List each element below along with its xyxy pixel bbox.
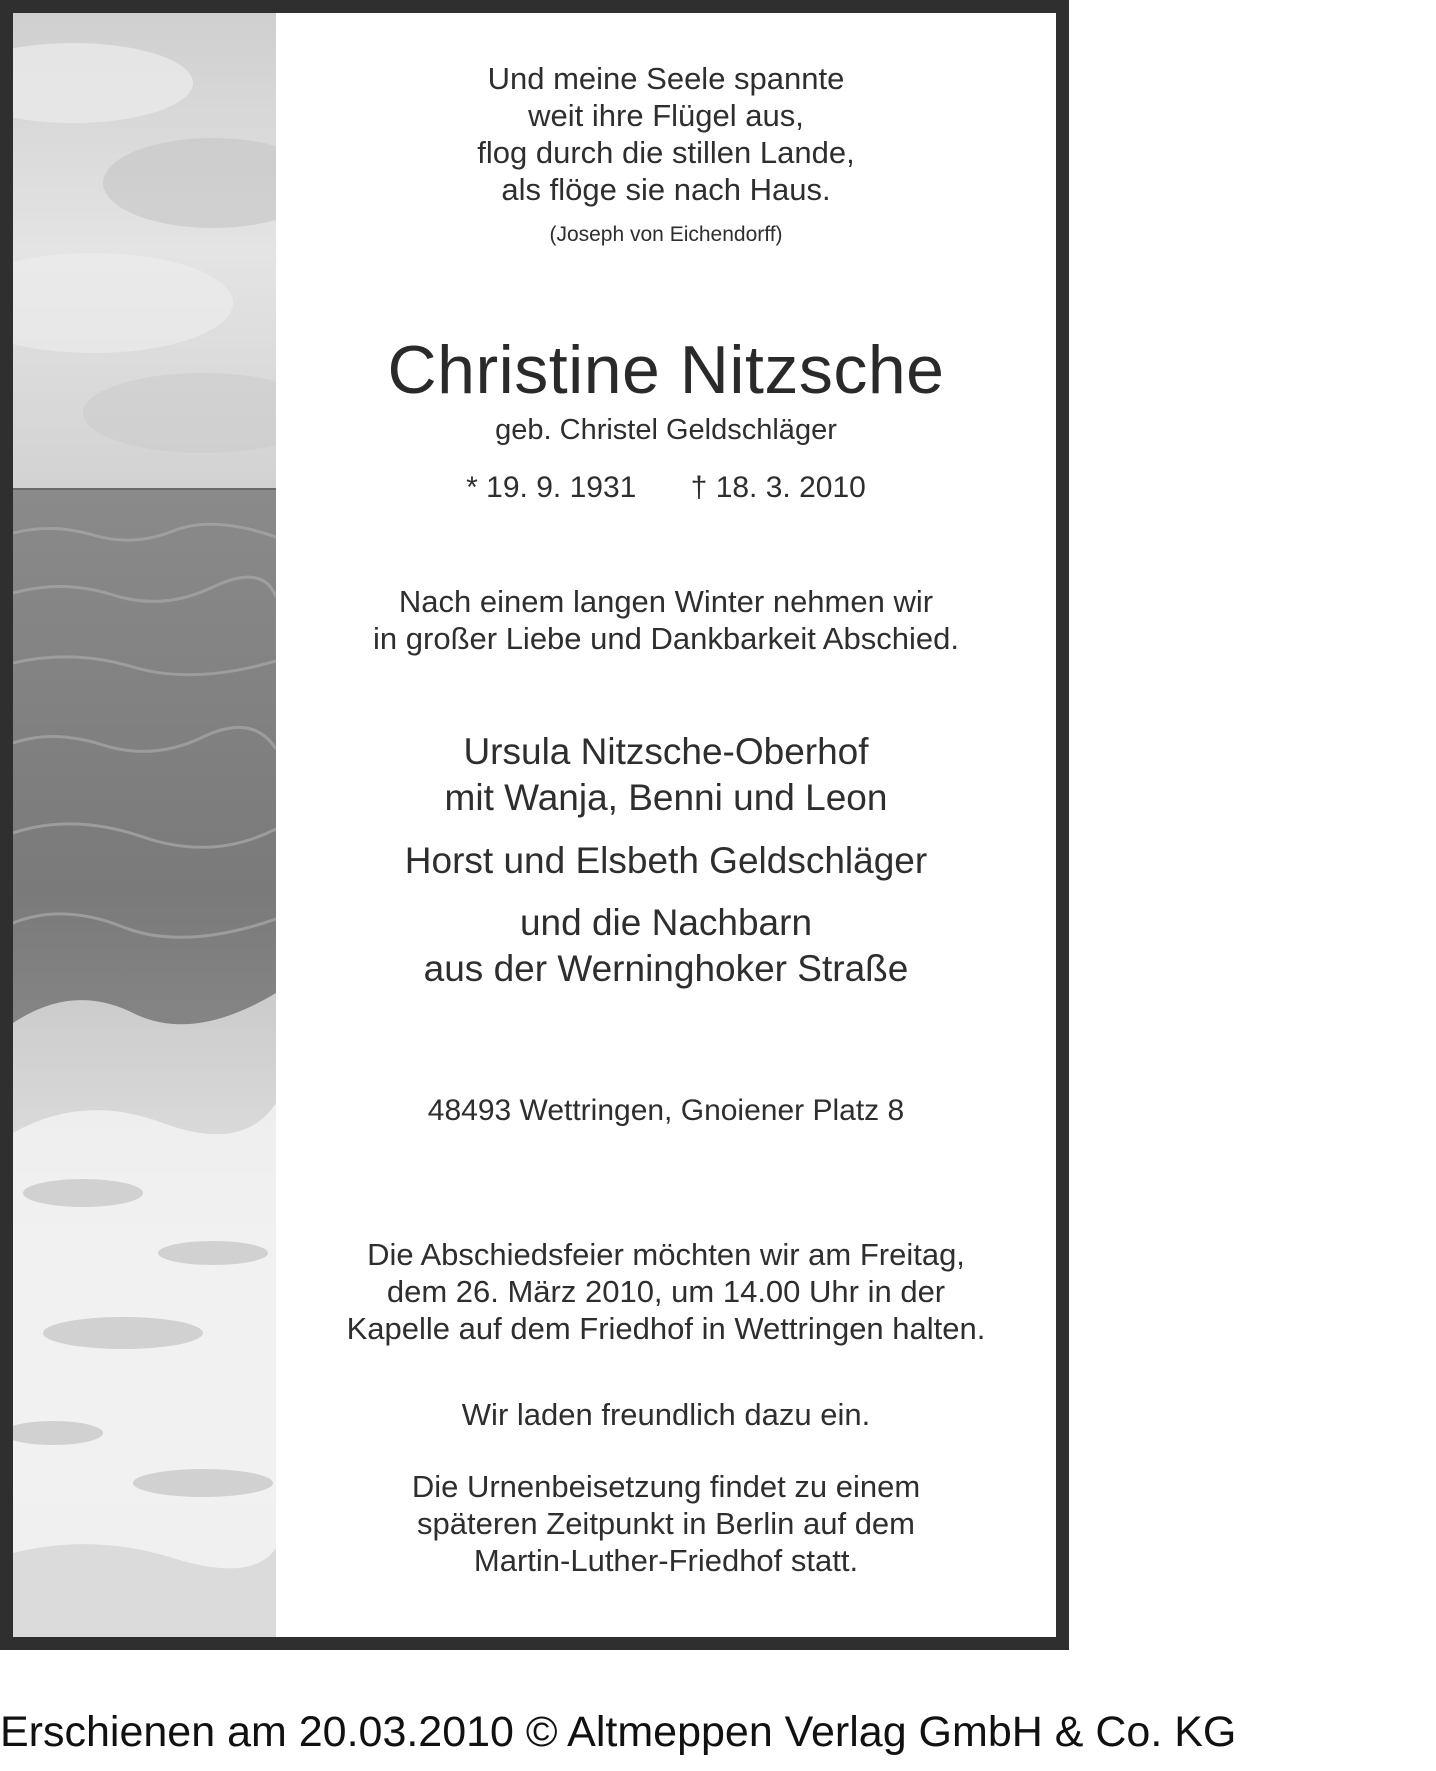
- mourner-group: [276, 900, 1056, 992]
- mourner-line: aus der Werninghoker Straße: [423, 948, 909, 989]
- poem-line: als flöge sie nach Haus.: [501, 172, 831, 207]
- notice-text: [276, 13, 1056, 1637]
- birth-date: * 19. 9. 1931: [466, 471, 637, 504]
- sea-photo: [13, 13, 276, 1637]
- deceased-name: Christine Nitzsche: [387, 332, 945, 408]
- birth-name: geb. Christel Geldschläger: [495, 414, 837, 446]
- burial-text: [276, 1468, 1056, 1579]
- farewell-line: in großer Liebe und Dankbarkeit Abschied.: [373, 621, 959, 656]
- farewell-text: [276, 583, 1056, 657]
- address: 48493 Wettringen, Gnoiener Platz 8: [427, 1094, 905, 1127]
- notice-card: [13, 13, 1056, 1637]
- poem-line: Und meine Seele spannte: [487, 61, 845, 96]
- publication-footer: Erschienen am 20.03.2010 © Altmeppen Verlag GmbH & Co. KG: [0, 1708, 1237, 1756]
- poem-author: (Joseph von Eichendorff): [549, 223, 783, 246]
- burial-line: Martin-Luther-Friedhof statt.: [473, 1543, 859, 1578]
- invitation-text: Wir laden freundlich dazu ein.: [461, 1397, 871, 1432]
- ceremony-line: Die Abschiedsfeier möchten wir am Freitag,: [367, 1237, 965, 1272]
- ceremony-line: dem 26. März 2010, um 14.00 Uhr in der: [386, 1274, 946, 1309]
- life-dates: [276, 470, 1056, 506]
- poem-line: flog durch die stillen Lande,: [477, 135, 855, 170]
- mourner-group: [276, 838, 1056, 884]
- poem-line: weit ihre Flügel aus,: [528, 98, 804, 133]
- mourner-line: Ursula Nitzsche-Oberhof: [463, 731, 869, 772]
- mourner-line: Horst und Elsbeth Geldschläger: [404, 840, 928, 881]
- farewell-line: Nach einem langen Winter nehmen wir: [398, 584, 934, 619]
- mourner-group: [276, 729, 1056, 821]
- mourner-line: und die Nachbarn: [519, 902, 813, 943]
- ceremony-line: Kapelle auf dem Friedhof in Wettringen halten.: [346, 1311, 986, 1346]
- poem: [276, 60, 1056, 208]
- death-date: † 18. 3. 2010: [690, 471, 866, 504]
- mourner-line: mit Wanja, Benni und Leon: [444, 777, 888, 818]
- burial-line: Die Urnenbeisetzung findet zu einem: [411, 1469, 921, 1504]
- burial-line: späteren Zeitpunkt in Berlin auf dem: [417, 1506, 915, 1541]
- ceremony-text: [276, 1236, 1056, 1347]
